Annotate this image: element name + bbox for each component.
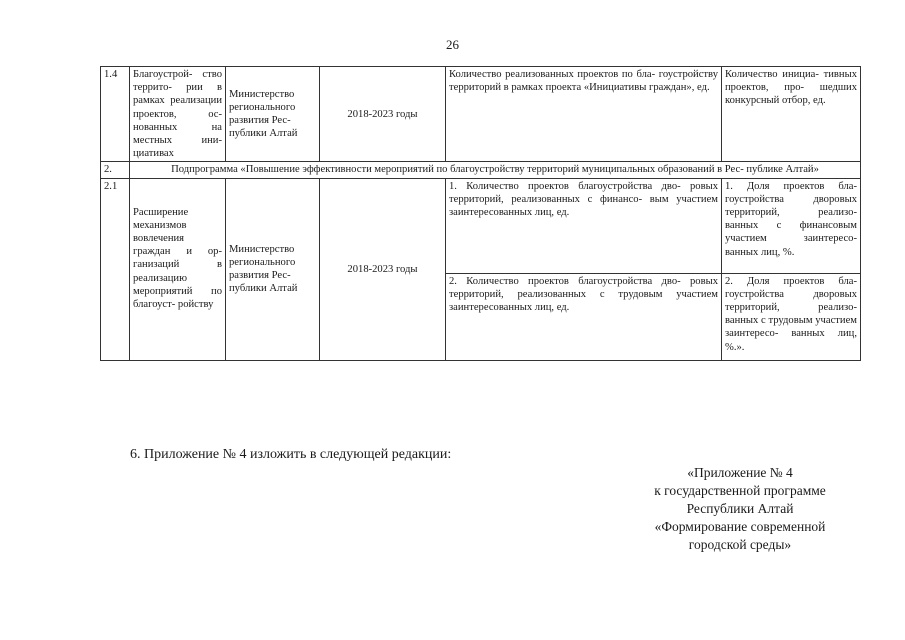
subprogram-title: Подпрограмма «Повышение эффективности мероприятий по благоустройству территорий муниципальных образований в Рес- публике Алтай» (130, 162, 861, 178)
performance-indicator-1: 1. Доля проектов бла- гоустройства дворовых территорий, реализо- ванных с финансовым участием заинтересо- ванных лиц, %. (722, 178, 861, 273)
measure-name: Расширение механизмов вовлечения граждан и ор- ганизаций в реализацию мероприятий по благоуст- ройству (130, 178, 226, 360)
program-table (100, 66, 861, 361)
target-indicator-1: 1. Количество проектов благоустройства дво- ровых территорий, реализованных с финансо- вым участием заинтересованных лиц, ед. (446, 178, 722, 273)
implementation-period: 2018-2023 годы (320, 178, 446, 360)
table-row (101, 178, 861, 273)
performance-indicator-2: 2. Доля проектов бла- гоустройства дворовых территорий, реализо- ванных с трудовым участием заинтересо- ванных лиц, %.». (722, 273, 861, 360)
responsible-executor: Министерство регионального развития Рес- публики Алтай (226, 178, 320, 360)
row-number: 1.4 (101, 67, 130, 162)
appendix-line: «Формирование современной (654, 519, 826, 534)
measure-name: Благоустрой- ство террито- рии в рамках реализации проектов, ос- нованных на местных ини- циативах (130, 67, 226, 162)
appendix-line: «Приложение № 4 (687, 465, 793, 480)
implementation-period: 2018-2023 годы (320, 67, 446, 162)
appendix-line: городской среды» (688, 537, 792, 552)
page-number: 26 (446, 37, 459, 52)
performance-indicator: Количество инициа- тивных проектов, про- шедших конкурсный отбор, ед. (722, 67, 861, 162)
row-number: 2. (101, 162, 130, 178)
appendix-line: к государственной программе (654, 483, 826, 498)
responsible-executor: Министерство регионального развития Рес- публики Алтай (226, 67, 320, 162)
table-row (101, 67, 861, 162)
table-row-subprogram (101, 162, 861, 178)
row-number: 2.1 (101, 178, 130, 360)
amendment-text: 6. Приложение № 4 изложить в следующей редакции: (130, 447, 452, 462)
appendix-line: Республики Алтай (686, 501, 794, 516)
target-indicator-2: 2. Количество проектов благоустройства дво- ровых территорий, реализованных с трудовым участием заинтересованных лиц, ед. (446, 273, 722, 360)
appendix-header (620, 464, 860, 554)
target-indicator: Количество реализованных проектов по бла- гоустройству территорий в рамках проекта «Инициативы граждан», ед. (446, 67, 722, 162)
